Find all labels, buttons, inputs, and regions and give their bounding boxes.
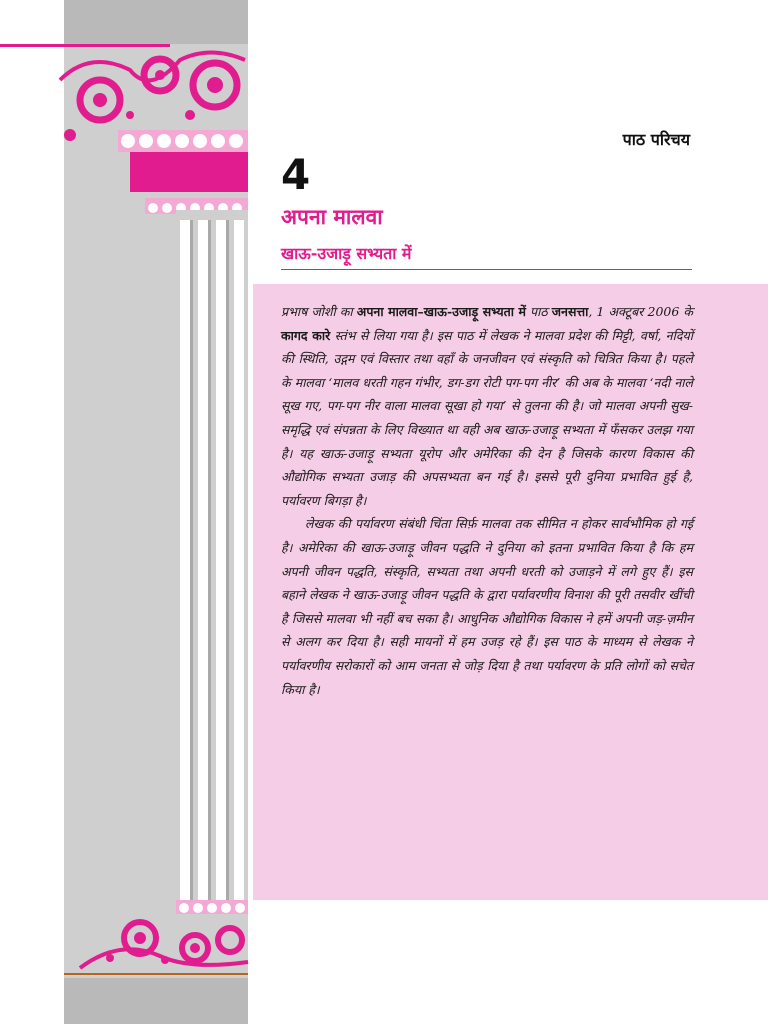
intro-paragraph-2: लेखक की पर्यावरण संबंधी चिंता सिर्फ़ मालवा तक सीमित न होकर सार्वभौमिक हो गई है। अमेरिका की खाऊ-उजाड़ू जीवन पद्धति ने दुनिया को इतना प्रभावित किया है कि हम अपनी जीवन पद्धति, संस्कृति, सभ्यता तथा अपनी धरती को उजाड़ने में लगे हुए हैं। इस बहाने लेखक ने खाऊ-उजाड़ू जीवन पद्धति के द्वारा पर्यावरणीय विनाश की पूरी तसवीर खींची है जिससे मालवा भी नहीं बच सका है। आधुनिक औद्योगिक विकास ने हमें अपनी जड़-ज़मीन से अलग कर दिया है। सही मायनों में हम उजड़ रहे हैं। इस पाठ के माध्यम से लेखक ने पर्यावरणीय सरोकारों को आम जनता से जोड़ दिया है तथा पर्यावरण के प्रति लोगों को सचेत किया है।	[281, 516, 693, 697]
p1-seg-2: पाठ	[525, 304, 552, 319]
bottom-rule-line	[64, 973, 248, 975]
p1-seg-1: अपना मालवा–खाऊ-उजाड़ू सभ्यता में	[356, 304, 526, 319]
title-underline	[281, 269, 692, 270]
intro-text	[281, 300, 693, 701]
p1-seg-4: , 1 अक्टूबर 2006 के	[588, 304, 694, 319]
band-bottom-block	[64, 978, 248, 1024]
chapter-subtitle: खाऊ-उजाड़ू सभ्यता में	[281, 244, 412, 263]
p1-seg-3: जनसत्ता	[551, 304, 589, 319]
chapter-title: अपना मालवा	[281, 205, 383, 229]
bottom-swirl-ornament	[60, 898, 250, 978]
p1-seg-5: कागद कारे	[281, 327, 331, 343]
top-swirl-ornament	[0, 40, 250, 220]
p1-seg-6: स्तंभ से लिया गया है। इस पाठ में लेखक ने मालवा प्रदेश की मिट्टी, वर्षा, नदियों की स्थिति, उद्गम एवं विस्तार तथा वहाँ के जनजीवन एवं संस्कृति को चित्रित किया है। पहले के मालवा ‘मालव धरती गहन गंभीर, डग-डग रोटी पग-पग नीर’ की अब के मालवा ‘नदी नाले सूख गए, पग-पग नीर वाला मालवा सूखा हो गया’ से तुलना की है। जो मालवा अपनी सुख-समृद्धि एवं संपन्नता के लिए विख्यात था वही अब खाऊ-उजाड़ू सभ्यता में फँसकर उलझ गया है। यह खाऊ-उजाड़ू सभ्यता यूरोप और अमेरिका की देन है जिसके कारण विकास की औद्योगिक सभ्यता उजाड़ की अपसभ्यता बन गई है। इससे पूरी दुनिया प्रभावित हुई है, पर्यावरण बिगड़ा है।	[281, 327, 693, 508]
band-top-block	[64, 0, 248, 44]
pillar-columns	[176, 210, 248, 910]
intro-paragraph-1	[281, 300, 693, 512]
section-tag: पाठ परिचय	[622, 130, 690, 149]
p1-seg-0: प्रभाष जोशी का	[281, 304, 357, 319]
chapter-number: 4	[281, 150, 311, 199]
